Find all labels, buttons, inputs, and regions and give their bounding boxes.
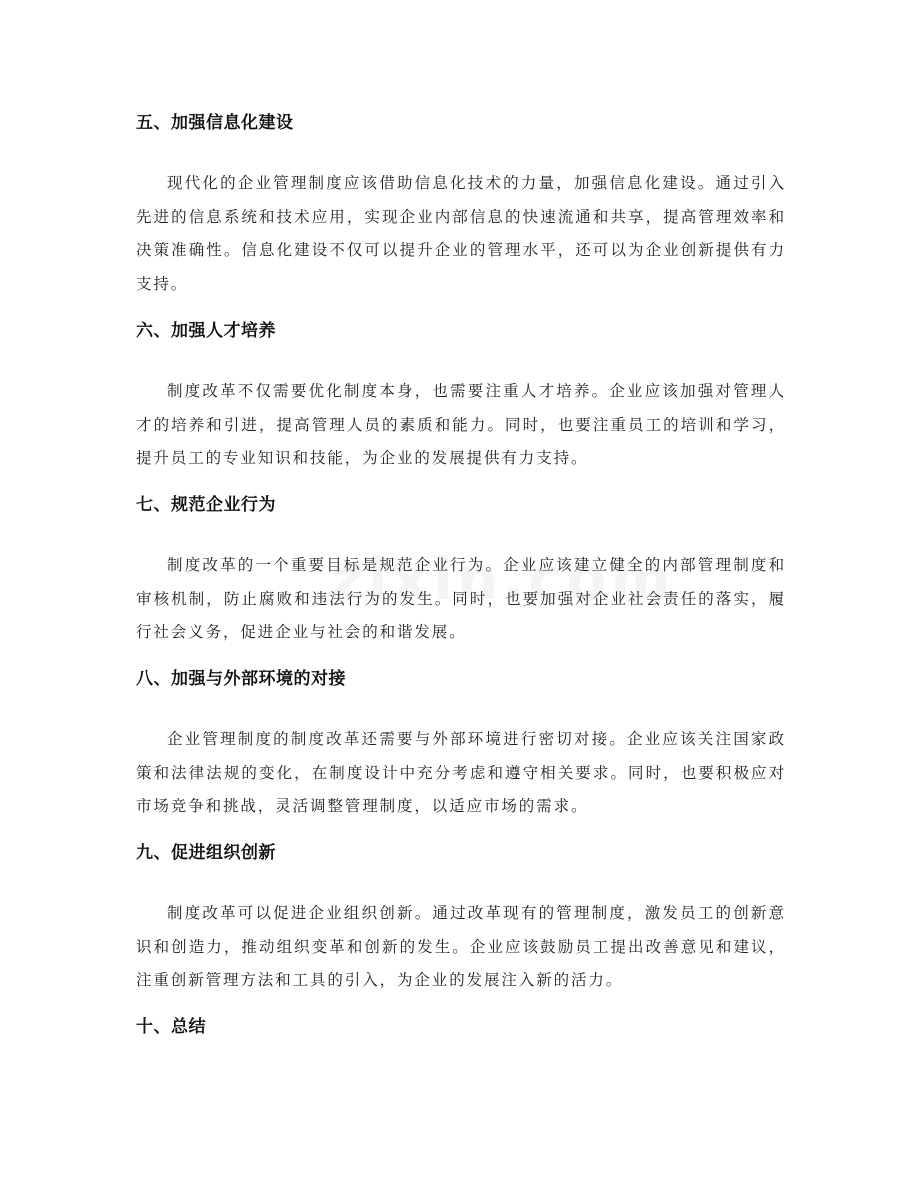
section-heading: 九、促进组织创新 <box>136 843 276 863</box>
section-heading: 五、加强信息化建设 <box>136 113 294 133</box>
section-6 <box>136 319 786 476</box>
section-paragraph: 现代化的企业管理制度应该借助信息化技术的力量，加强信息化建设。通过引入先进的信息系统和技术应用，实现企业内部信息的快速流通和共享，提高管理效率和决策准确性。信息化建设不仅可以提升企业的管理水平，还可以为企业创新提供有力支持。 <box>136 174 786 293</box>
section-9 <box>136 841 786 998</box>
section-heading: 七、规范企业行为 <box>136 495 276 515</box>
section-heading: 十、总结 <box>136 1017 206 1037</box>
section-heading: 六、加强人才培养 <box>136 321 276 341</box>
section-paragraph: 制度改革不仅需要优化制度本身，也需要注重人才培养。企业应该加强对管理人才的培养和引进，提高管理人员的素质和能力。同时，也要注重员工的培训和学习，提升员工的专业知识和技能，为企业的发展提供有力支持。 <box>136 382 786 467</box>
section-paragraph: 制度改革的一个重要目标是规范企业行为。企业应该建立健全的内部管理制度和审核机制，防止腐败和违法行为的发生。同时，也要加强对企业社会责任的落实，履行社会义务，促进企业与社会的和谐发展。 <box>136 556 786 641</box>
section-7 <box>136 493 786 650</box>
section-paragraph: 企业管理制度的制度改革还需要与外部环境进行密切对接。企业应该关注国家政策和法律法规的变化，在制度设计中充分考虑和遵守相关要求。同时，也要积极应对市场竞争和挑战，灵活调整管理制度，以适应市场的需求。 <box>136 730 786 815</box>
section-heading: 八、加强与外部环境的对接 <box>136 669 346 689</box>
section-5 <box>136 111 786 301</box>
section-paragraph: 制度改革可以促进企业组织创新。通过改革现有的管理制度，激发员工的创新意识和创造力，推动组织变革和创新的发生。企业应该鼓励员工提出改善意见和建议，注重创新管理方法和工具的引入，为企业的发展注入新的活力。 <box>136 904 786 989</box>
section-8 <box>136 667 786 824</box>
section-10 <box>136 1015 786 1039</box>
